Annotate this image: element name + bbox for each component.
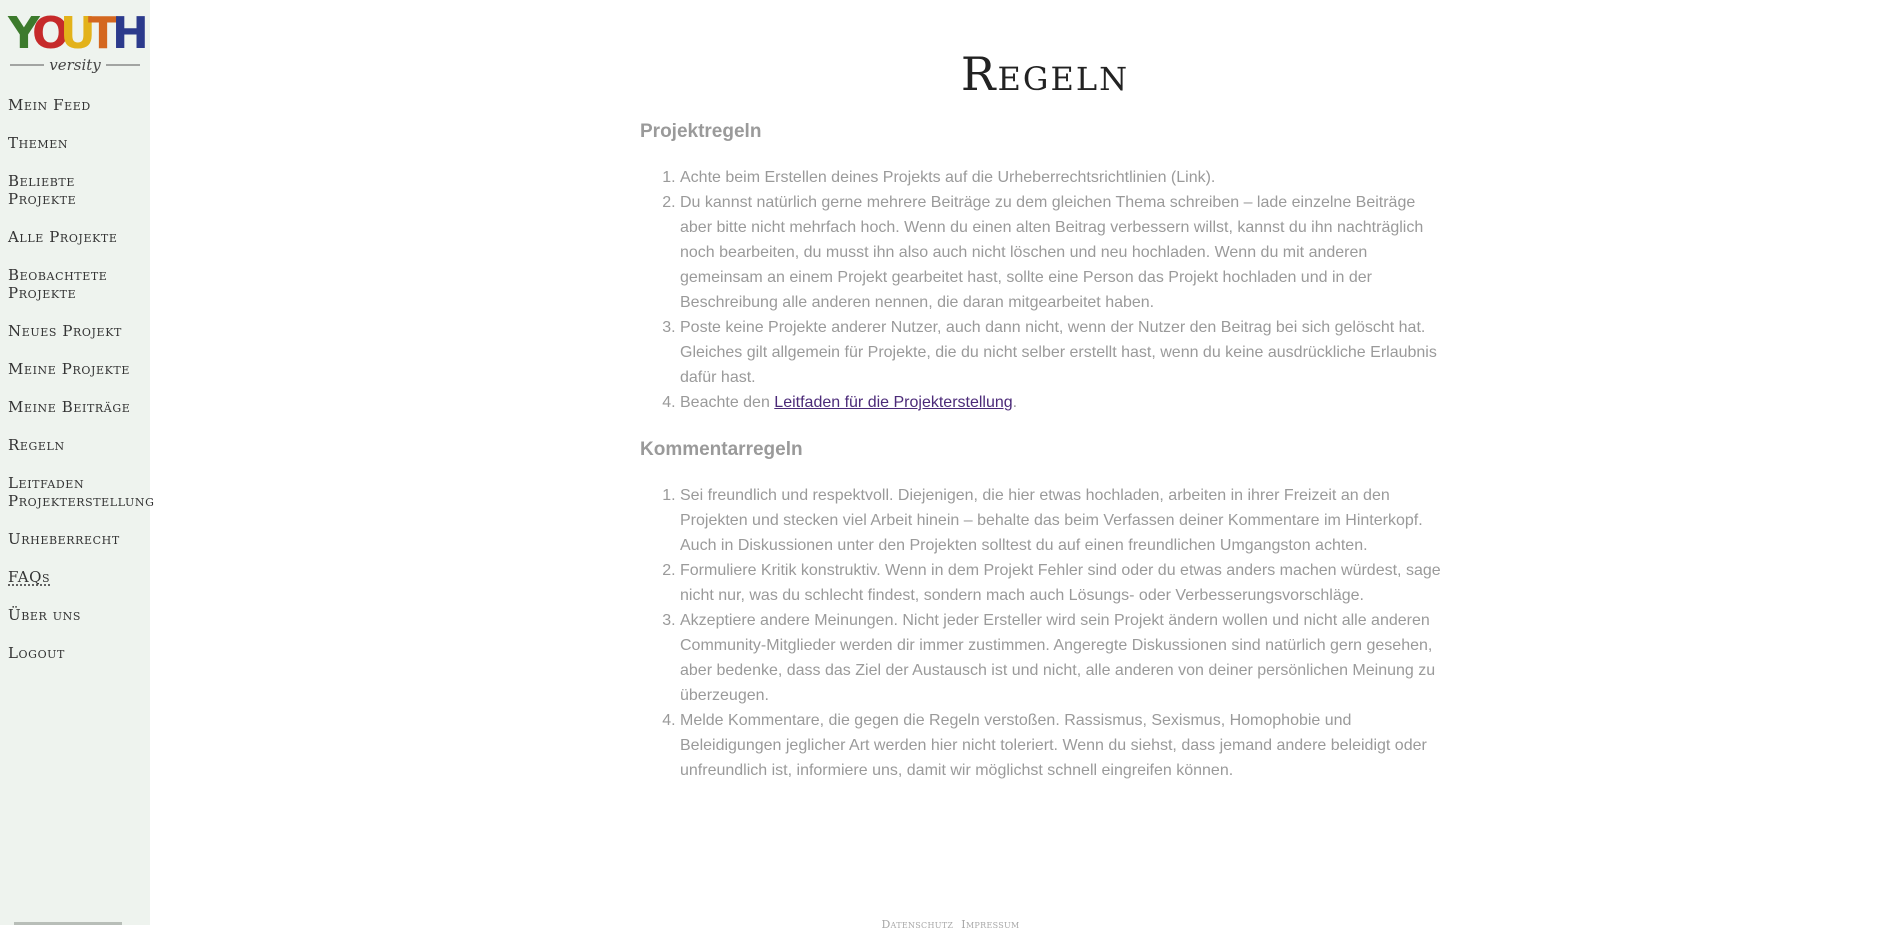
list-item: 3. Akzeptiere andere Meinungen. Nicht jeder Ersteller wird sein Projekt ändern wollen und nicht alle anderen Community-Mitglieder werden dir immer zustimmen. Angeregte Diskussionen sind natürlich gern gesehen, aber bedenke, dass das Ziel der Austausch ist und nicht, alle anderen von deiner persönlichen Meinung zu überzeugen. <box>680 608 1450 708</box>
nav-mein-feed[interactable]: Mein Feed <box>8 96 91 114</box>
nav-faqs[interactable]: FAQs <box>8 568 51 586</box>
nav-meine-projekte[interactable]: Meine Projekte <box>8 360 130 378</box>
main-nav <box>8 96 158 682</box>
list-item-text: Beachte den <box>680 394 775 411</box>
section-title-projektregeln: Projektregeln <box>640 121 762 142</box>
nav-meine-beitraege[interactable]: Meine Beiträge <box>8 398 131 416</box>
nav-beobachtete-projekte[interactable]: Beobachtete Projekte <box>8 266 108 302</box>
projektregeln-list <box>640 165 1450 415</box>
footer <box>0 918 1901 931</box>
list-item <box>680 390 1450 415</box>
nav-ueber-uns[interactable]: Über uns <box>8 606 82 624</box>
nav-neues-projekt[interactable]: Neues Projekt <box>8 322 122 340</box>
list-item: 2. Du kannst natürlich gerne mehrere Beiträge zu dem gleichen Thema schreiben – lade einzelne Beiträge aber bitte nicht mehrfach hoch. Wenn du einen alten Beitrag verbessern willst, kannst du ihn nachträglich noch bearbeiten, du musst ihn also auch nicht löschen und neu hochladen. Wenn du mit anderen gemeinsam an einem Projekt gearbeitet hast, sollte eine Person das Projekt hochladen und in der Beschreibung alle anderen nennen, die daran mitgearbeitet haben. <box>680 190 1450 315</box>
footer-impressum-link[interactable]: Impressum <box>961 918 1020 931</box>
svg-text:versity: versity <box>49 56 101 74</box>
list-item: 1. Achte beim Erstellen deines Projekts auf die Urheberrechtsrichtlinien (Link). <box>680 165 1450 190</box>
kommentarregeln-list <box>640 483 1450 783</box>
footer-datenschutz-link[interactable]: Datenschutz <box>881 918 954 931</box>
nav-leitfaden-projekterstellung[interactable]: Leitfaden Projekterstellung <box>8 474 155 510</box>
list-item: 3. Poste keine Projekte anderer Nutzer, auch dann nicht, wenn der Nutzer den Beitrag bei sich gelöscht hat. Gleiches gilt allgemein für Projekte, die du nicht selber erstellt hast, wenn du keine ausdrückliche Erlaubnis dafür hast. <box>680 315 1450 390</box>
nav-themen[interactable]: Themen <box>8 134 69 152</box>
leitfaden-link[interactable]: Leitfaden für die Projekterstellung <box>774 394 1013 411</box>
youthversity-logo[interactable] <box>8 4 149 82</box>
list-item: 2. Formuliere Kritik konstruktiv. Wenn in dem Projekt Fehler sind oder du etwas anders machen würdest, sage nicht nur, was du schlecht findest, sondern mach auch Lösungs- oder Verbesserungsvorschläge. <box>680 558 1450 608</box>
nav-beliebte-projekte[interactable]: Beliebte Projekte <box>8 172 77 208</box>
list-item-text: . <box>1012 394 1018 411</box>
nav-logout[interactable]: Logout <box>8 644 65 662</box>
svg-text:U: U <box>60 8 96 59</box>
main-content <box>640 0 1450 807</box>
page-title: Regeln <box>960 47 1130 101</box>
svg-text:Y: Y <box>8 8 40 59</box>
svg-text:H: H <box>112 8 149 59</box>
svg-text:T: T <box>88 8 119 59</box>
nav-alle-projekte[interactable]: Alle Projekte <box>8 228 118 246</box>
nav-urheberrecht[interactable]: Urheberrecht <box>8 530 120 548</box>
sidebar <box>0 0 155 925</box>
list-item: 4. Melde Kommentare, die gegen die Regeln verstoßen. Rassismus, Sexismus, Homophobie und Beleidigungen jeglicher Art werden hier nicht toleriert. Wenn du siehst, dass jemand andere beleidigt oder unfreundlich ist, informiere uns, damit wir möglichst schnell eingreifen können. <box>680 708 1450 783</box>
list-item: 1. Sei freundlich und respektvoll. Diejenigen, die hier etwas hochladen, arbeiten in ihrer Freizeit an den Projekten und stecken viel Arbeit hinein – behalte das beim Verfassen deiner Kommentare im Hinterkopf. Auch in Diskussionen unter den Projekten solltest du auf einen freundlichen Umgangston achten. <box>680 483 1450 558</box>
nav-regeln[interactable]: Regeln <box>8 436 65 454</box>
section-title-kommentarregeln: Kommentarregeln <box>640 439 803 460</box>
svg-text:O: O <box>32 8 70 59</box>
